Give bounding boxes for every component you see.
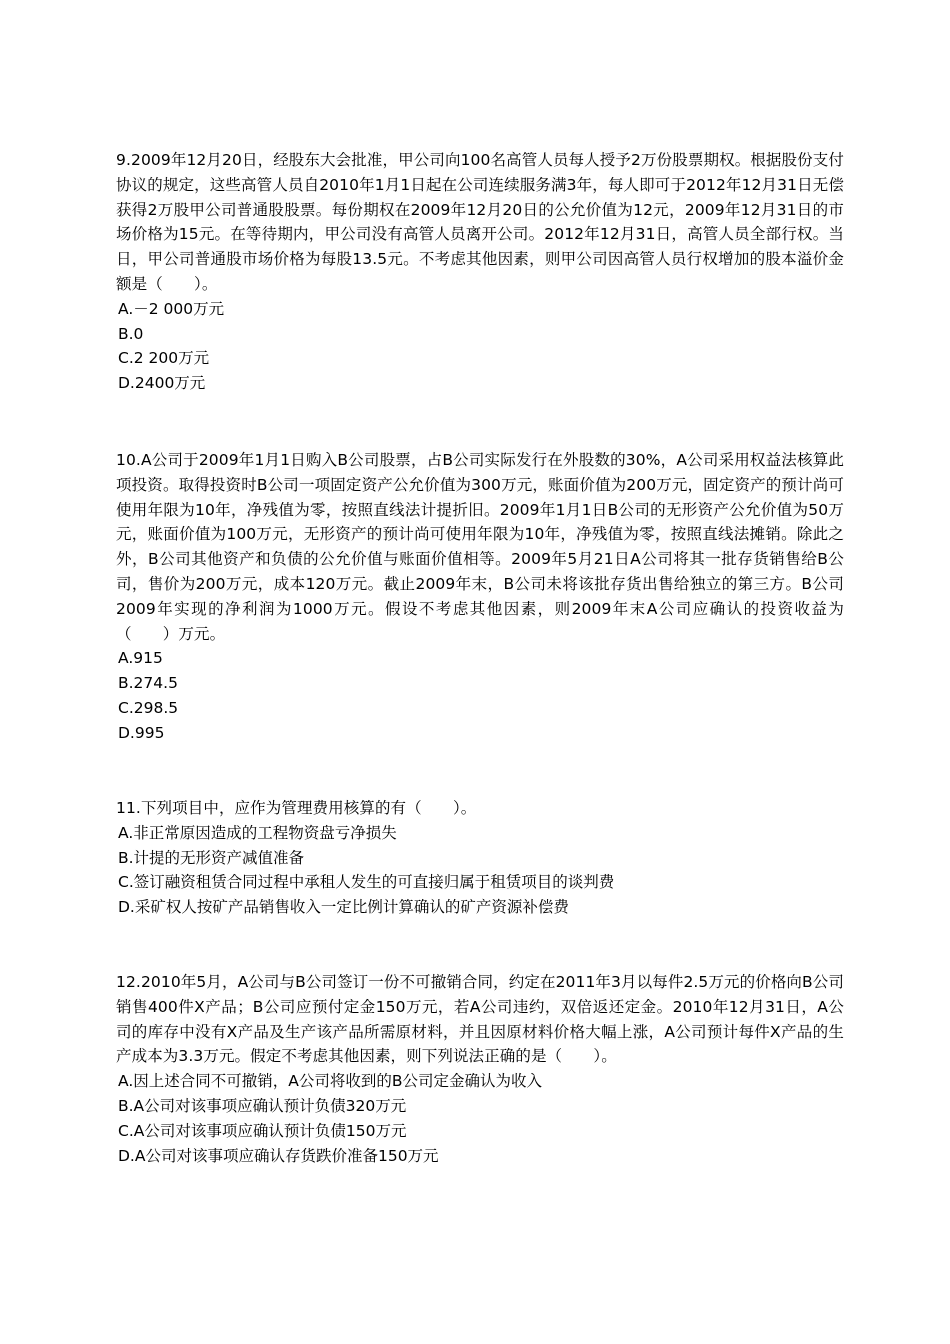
question-9	[116, 148, 844, 396]
option-c: C.A公司对该事项应确认预计负债150万元	[118, 1121, 407, 1140]
option-list	[116, 821, 844, 920]
option-d: D.995	[118, 723, 165, 742]
option-d: D.采矿权人按矿产品销售收入一定比例计算确认的矿产资源补偿费	[118, 898, 569, 917]
option-a: A.因上述合同不可撤销，A公司将收到的B公司定金确认为收入	[118, 1072, 542, 1091]
question-12	[116, 970, 844, 1168]
question-stem: 10.A公司于2009年1月1日购入B公司股票，占B公司实际发行在外股数的30%，A公司采用权益法核算此项投资。取得投资时B公司一项固定资产公允价值为300万元，账面价值为200万元，固定资产的预计尚可使用年限为10年，净残值为零，按照直线法计提折旧。2009年1月1日B公司的无形资产公允价值为50万元，账面价值为100万元，无形资产的预计尚可使用年限为10年，净残值为零，按照直线法摊销。除此之外，B公司其他资产和负债的公允价值与账面价值相等。2009年5月21日A公司将其一批存货销售给B公司，售价为200万元，成本120万元。截止2009年末，B公司未将该批存货出售给独立的第三方。B公司2009年实现的净利润为1000万元。假设不考虑其他因素，则2009年末A公司应确认的投资收益为（ ）万元。	[116, 451, 844, 643]
option-list	[116, 1069, 844, 1168]
question-stem: 9.2009年12月20日，经股东大会批准，甲公司向100名高管人员每人授予2万份股票期权。根据股份支付协议的规定，这些高管人员自2010年1月1日起在公司连续服务满3年，每人即可于2012年12月31日无偿获得2万股甲公司普通股股票。每份期权在2009年12月20日的公允价值为12元，2009年12月31日的市场价格为15元。在等待期内，甲公司没有高管人员离开公司。2012年12月31日，高管人员全部行权。当日，甲公司普通股市场价格为每股13.5元。不考虑其他因素，则甲公司因高管人员行权增加的股本溢价金额是（ ）。	[116, 151, 844, 293]
question-11	[116, 796, 844, 920]
option-d: D.2400万元	[118, 374, 206, 393]
option-a: A.非正常原因造成的工程物资盘亏净损失	[118, 823, 397, 842]
option-c: C.2 200万元	[118, 349, 210, 368]
option-a: A.915	[118, 649, 163, 668]
option-list	[116, 297, 844, 396]
option-b: B.0	[118, 324, 144, 343]
option-b: B.A公司对该事项应确认预计负债320万元	[118, 1096, 407, 1115]
question-stem: 11.下列项目中，应作为管理费用核算的有（ ）。	[116, 799, 477, 817]
option-a: A.－2 000万元	[118, 299, 225, 318]
question-stem: 12.2010年5月，A公司与B公司签订一份不可撤销合同，约定在2011年3月以每件2.5万元的价格向B公司销售400件X产品；B公司应预付定金150万元，若A公司违约，双倍返还定金。2010年12月31日，A公司的库存中没有X产品及生产该产品所需原材料，并且因原材料价格大幅上涨，A公司预计每件X产品的生产成本为3.3万元。假定不考虑其他因素，则下列说法正确的是（ ）。	[116, 973, 844, 1066]
question-10	[116, 448, 844, 746]
option-list	[116, 646, 844, 745]
option-c: C.签订融资租赁合同过程中承租人发生的可直接归属于租赁项目的谈判费	[118, 873, 615, 892]
option-c: C.298.5	[118, 698, 179, 717]
option-b: B.274.5	[118, 674, 178, 693]
option-b: B.计提的无形资产减值准备	[118, 848, 305, 867]
option-d: D.A公司对该事项应确认存货跌价准备150万元	[118, 1146, 439, 1165]
